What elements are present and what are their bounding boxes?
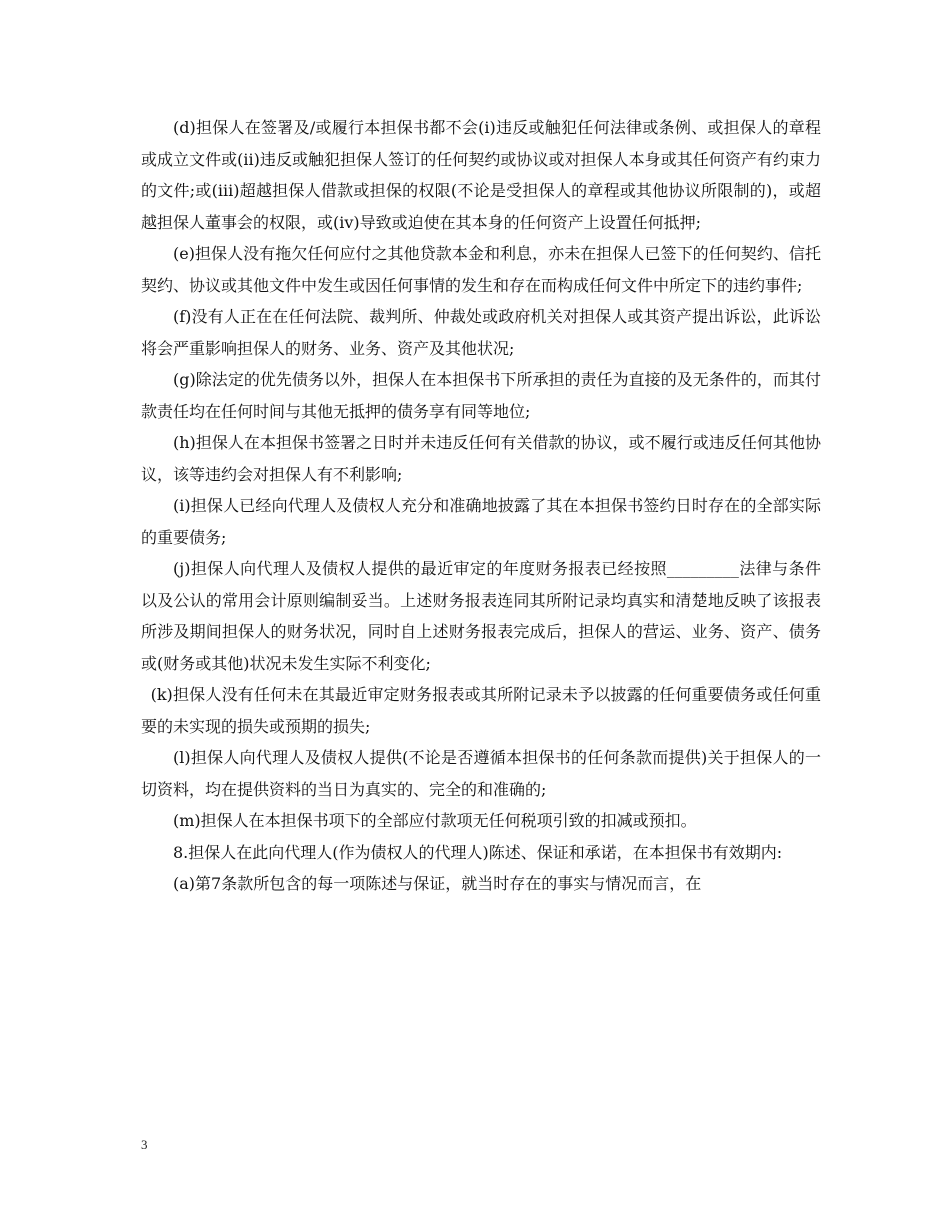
clause-h: (h)担保人在本担保书签署之日时并未违反任何有关借款的协议，或不履行或违反任何其他协议，该等违约会对担保人有不利影响; — [141, 433, 821, 484]
document-body — [141, 112, 821, 900]
clause-j: (j)担保人向代理人及债权人提供的最近审定的年度财务报表已经按照_________法律与条件以及公认的常用会计原则编制妥当。上述财务报表连同其所附记录均真实和清楚地反映了该报表所涉及期间担保人的财务状况，同时自上述财务报表完成后，担保人的营运、业务、资产、债务或(财务或其他)状况未发生实际不利变化; — [141, 559, 821, 673]
clause-l: (l)担保人向代理人及债权人提供(不论是否遵循本担保书的任何条款而提供)关于担保人的一切资料，均在提供资料的当日为真实的、完全的和准确的; — [141, 748, 821, 799]
clause-e: (e)担保人没有拖欠任何应付之其他贷款本金和利息，亦未在担保人已签下的任何契约、信托契约、协议或其他文件中发生或因任何事情的发生和存在而构成任何文件中所定下的违约事件; — [141, 244, 821, 295]
clause-i: (i)担保人已经向代理人及债权人充分和准确地披露了其在本担保书签约日时存在的全部实际的重要债务; — [141, 496, 821, 547]
section-8-clause-a: (a)第7条款所包含的每一项陈述与保证，就当时存在的事实与情况而言，在 — [173, 874, 702, 893]
clause-m: (m)担保人在本担保书项下的全部应付款项无任何税项引致的扣减或预扣。 — [173, 811, 697, 830]
page-number: 3 — [141, 1137, 148, 1152]
clause-g: (g)除法定的优先债务以外，担保人在本担保书下所承担的责任为直接的及无条件的，而其付款责任均在任何时间与其他无抵押的债务享有同等地位; — [141, 370, 821, 421]
clause-d: (d)担保人在签署及/或履行本担保书都不会(i)违反或触犯任何法律或条例、或担保人的章程或成立文件或(ii)违反或触犯担保人签订的任何契约或协议或对担保人本身或其任何资产有约束力的文件;或(iii)超越担保人借款或担保的权限(不论是受担保人的章程或其他协议所限制的)，或超越担保人董事会的权限，或(iv)导致或迫使在其本身的任何资产上设置任何抵押; — [141, 118, 821, 232]
clause-f: (f)没有人正在在任何法院、裁判所、仲裁处或政府机关对担保人或其资产提出诉讼，此诉讼将会严重影响担保人的财务、业务、资产及其他状况; — [141, 307, 821, 358]
clause-k: (k)担保人没有任何未在其最近审定财务报表或其所附记录未予以披露的任何重要债务或任何重要的未实现的损失或预期的损失; — [141, 685, 821, 736]
section-8: 8.担保人在此向代理人(作为债权人的代理人)陈述、保证和承诺，在本担保书有效期内: — [173, 842, 783, 862]
